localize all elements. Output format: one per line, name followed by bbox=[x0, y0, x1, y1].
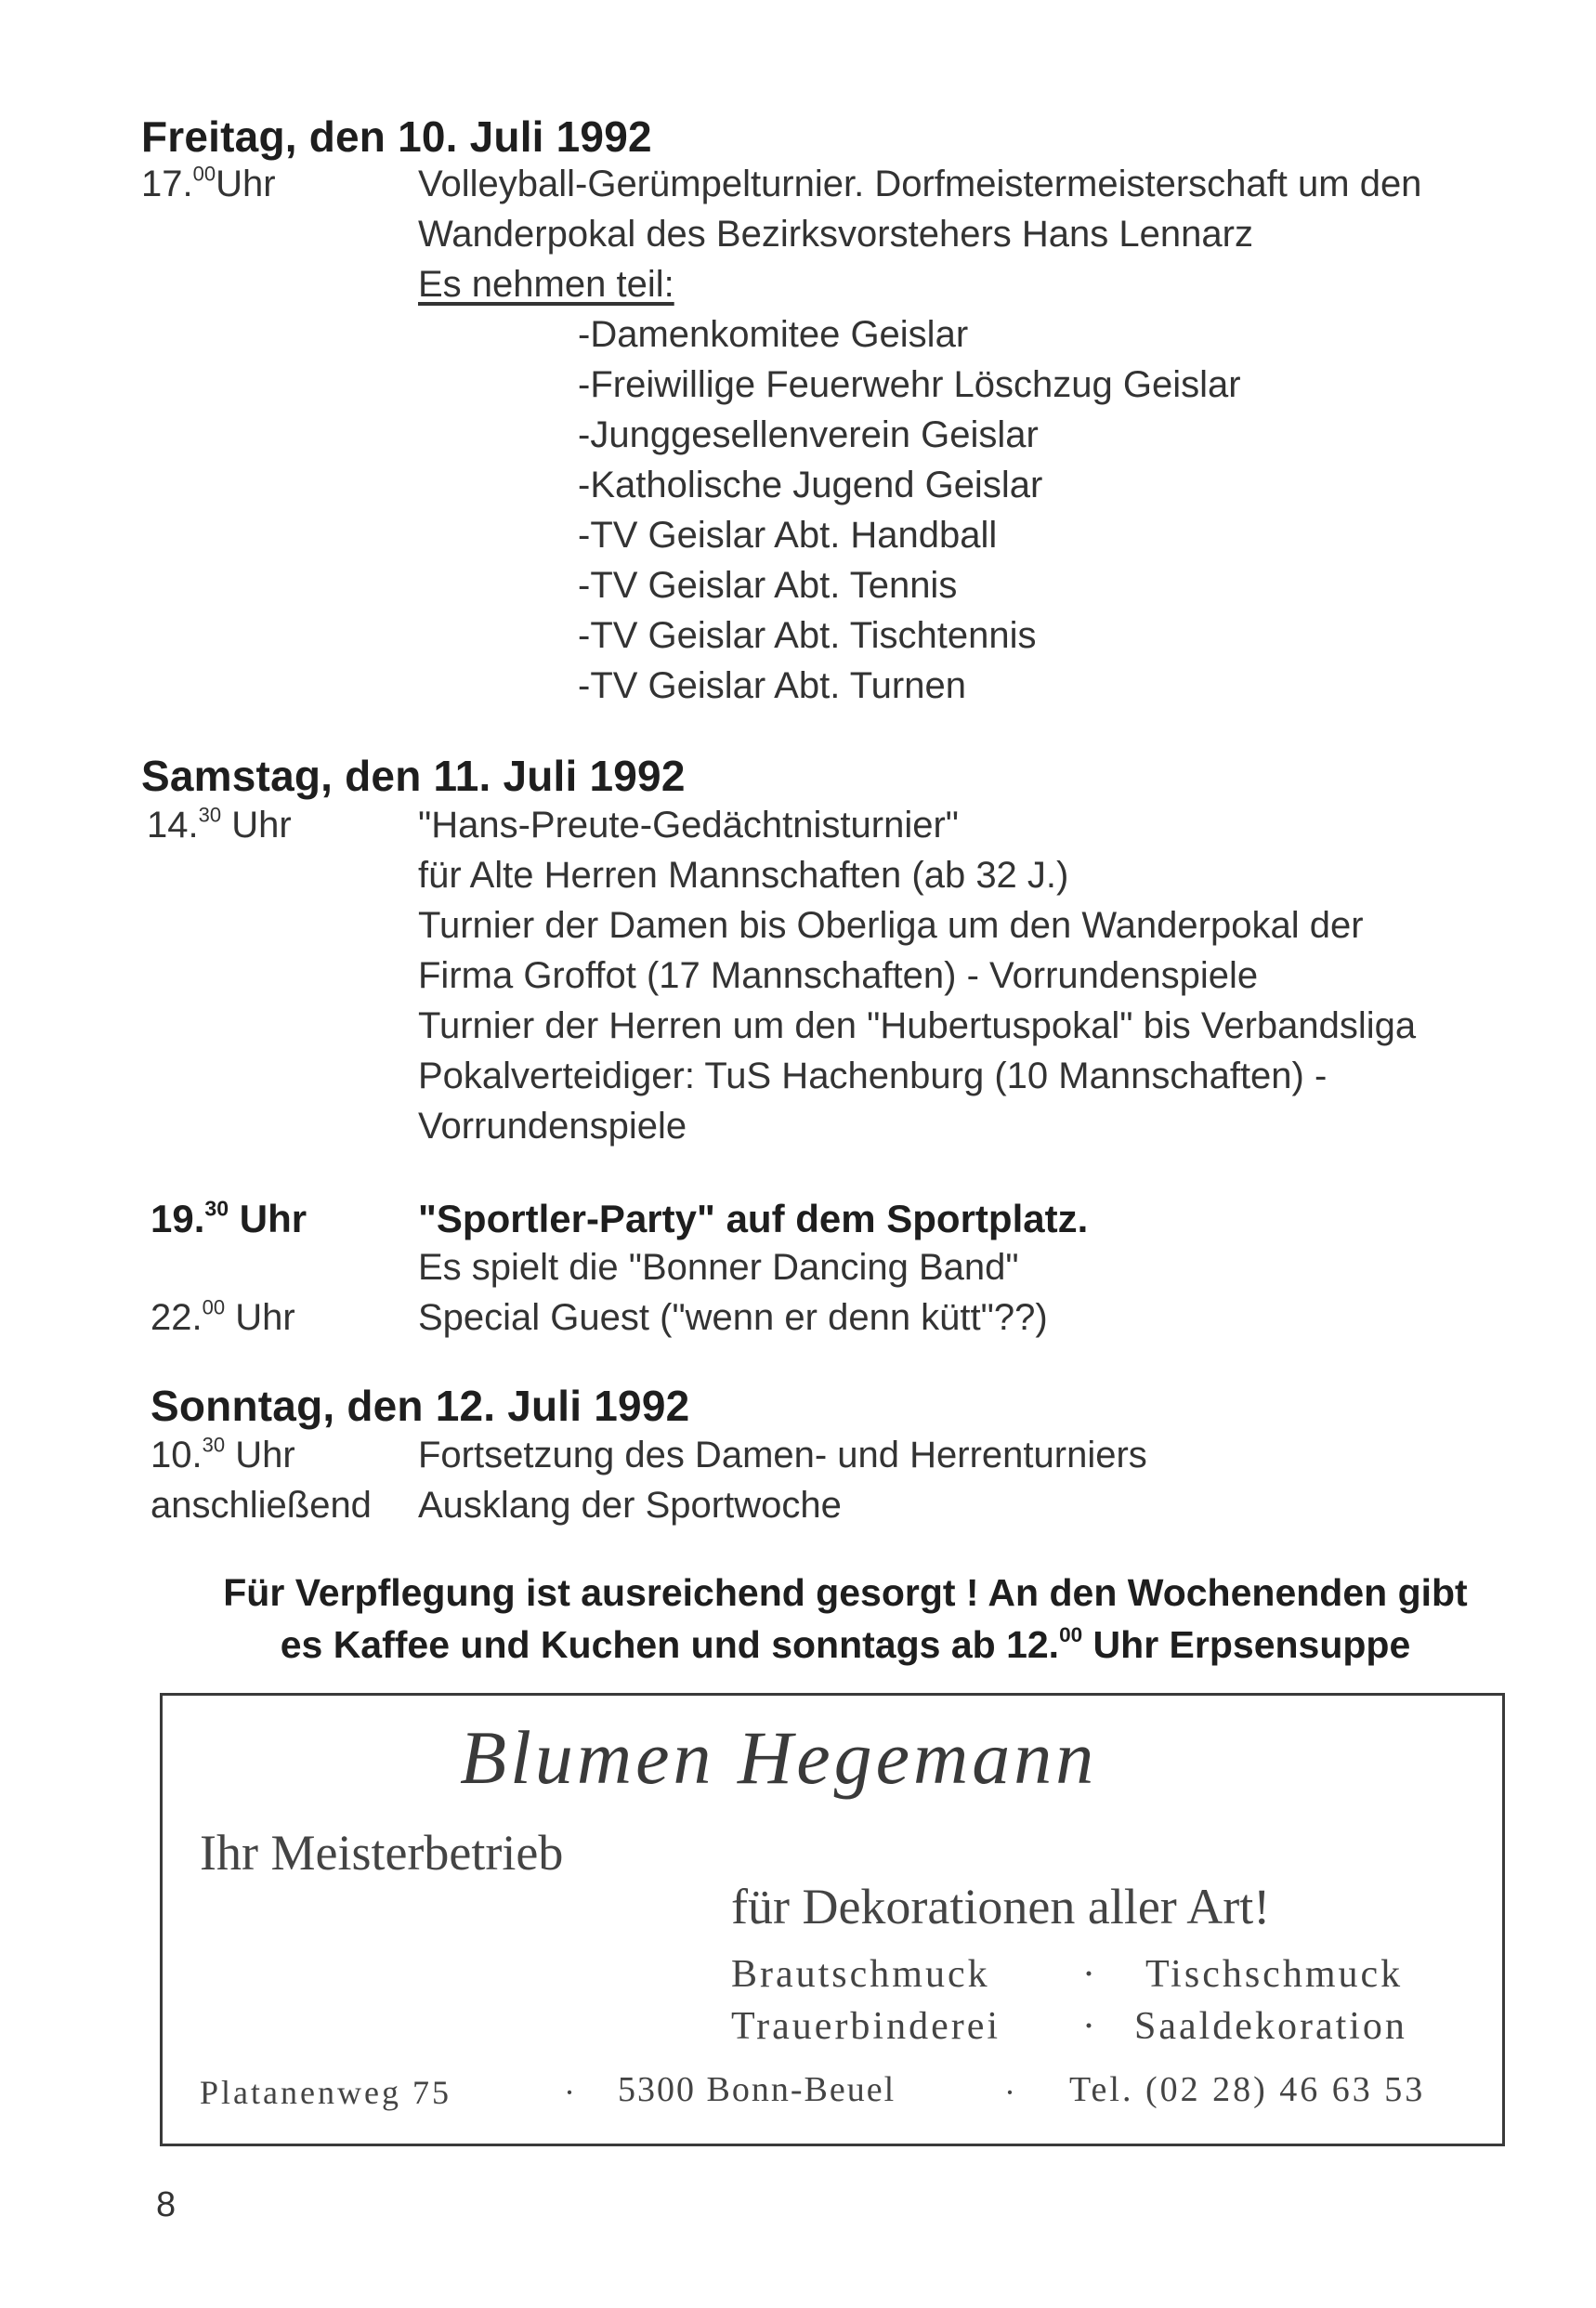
ad-address: Platanenweg 75 bbox=[200, 2074, 451, 2111]
sunday-time-1-main: 10. bbox=[150, 1435, 203, 1475]
saturday-event-line: Turnier der Herren um den "Hubertuspokal" bis Verbandsliga bbox=[418, 1005, 1417, 1046]
ad-separator: · bbox=[1004, 2074, 1015, 2111]
service-brautschmuck: Brautschmuck bbox=[731, 1953, 990, 1996]
participant-item: -TV Geislar Abt. Handball bbox=[578, 515, 998, 556]
participant-item: -Damenkomitee Geislar bbox=[578, 314, 969, 355]
catering-notice bbox=[141, 1567, 1550, 1671]
participant-item: -Katholische Jugend Geislar bbox=[578, 465, 1043, 505]
band-line: Es spielt die "Bonner Dancing Band" bbox=[418, 1247, 1019, 1288]
service-saaldekoration: Saaldekoration bbox=[1134, 2005, 1407, 2048]
saturday-time-1-main: 14. bbox=[147, 805, 199, 846]
saturday-time-3-unit: Uhr bbox=[225, 1297, 295, 1338]
saturday-event-line: Pokalverteidiger: TuS Hachenburg (10 Mannschaften) - bbox=[418, 1056, 1328, 1096]
saturday-event-line: Vorrundenspiele bbox=[418, 1106, 687, 1147]
ad-tagline-1: Ihr Meisterbetrieb bbox=[200, 1825, 564, 1881]
notice-line-1: Für Verpflegung ist ausreichend gesorgt ! An den Wochenenden gibt bbox=[223, 1571, 1468, 1614]
friday-time-unit: Uhr bbox=[216, 164, 276, 204]
saturday-time-3-main: 22. bbox=[150, 1297, 203, 1338]
ad-tagline-2: für Dekorationen aller Art! bbox=[731, 1879, 1271, 1934]
friday-line-1: Volleyball-Gerümpelturnier. Dorfmeistermeisterschaft um den bbox=[418, 164, 1422, 204]
sunday-time-1-unit: Uhr bbox=[225, 1435, 295, 1475]
sunday-time-1 bbox=[150, 1435, 295, 1476]
sunday-time-1-sup: 30 bbox=[202, 1433, 226, 1457]
participant-item: -TV Geislar Abt. Turnen bbox=[578, 665, 966, 706]
saturday-event-line: Turnier der Damen bis Oberliga um den Wanderpokal der bbox=[418, 905, 1364, 946]
ad-title: Blumen Hegemann bbox=[460, 1715, 1098, 1800]
sunday-time-2: anschließend bbox=[150, 1485, 372, 1526]
notice-line-2 bbox=[141, 1619, 1550, 1671]
participant-item: -Freiwillige Feuerwehr Löschzug Geislar bbox=[578, 364, 1241, 405]
notice-line-2-b: Uhr Erpsensuppe bbox=[1082, 1623, 1411, 1666]
saturday-time-2-unit: Uhr bbox=[229, 1197, 307, 1240]
saturday-time-2-main: 19. bbox=[150, 1197, 205, 1240]
friday-time-sup: 00 bbox=[192, 162, 216, 186]
sportler-party-title: "Sportler-Party" auf dem Sportplatz. bbox=[418, 1197, 1089, 1240]
saturday-event-line: "Hans-Preute-Gedächtnisturnier" bbox=[418, 805, 959, 846]
ad-separator: · bbox=[564, 2074, 575, 2111]
page-number: 8 bbox=[156, 2185, 177, 2224]
florist-advertisement bbox=[160, 1693, 1505, 2146]
service-tischschmuck: Tischschmuck bbox=[1145, 1953, 1404, 1996]
participant-item: -TV Geislar Abt. Tischtennis bbox=[578, 615, 1037, 656]
saturday-time-1-unit: Uhr bbox=[221, 805, 292, 846]
service-trauerbinderei: Trauerbinderei bbox=[731, 2005, 1001, 2048]
participant-item: -Junggesellenverein Geislar bbox=[578, 414, 1039, 455]
saturday-time-3 bbox=[150, 1297, 295, 1339]
sunday-event-2-line: Ausklang der Sportwoche bbox=[418, 1485, 842, 1526]
saturday-time-3-sup: 00 bbox=[202, 1295, 226, 1319]
sunday-event-1-line: Fortsetzung des Damen- und Herrenturniers bbox=[418, 1435, 1147, 1475]
service-separator: · bbox=[1082, 2005, 1095, 2048]
participant-item: -TV Geislar Abt. Tennis bbox=[578, 565, 958, 606]
friday-line-2: Wanderpokal des Bezirksvorstehers Hans Lennarz bbox=[418, 214, 1253, 255]
saturday-event-line: für Alte Herren Mannschaften (ab 32 J.) bbox=[418, 855, 1069, 896]
friday-time-main: 17. bbox=[141, 164, 193, 204]
saturday-time-2-sup: 30 bbox=[204, 1196, 229, 1221]
saturday-event-line: Firma Groffot (17 Mannschaften) - Vorrundenspiele bbox=[418, 955, 1259, 996]
saturday-time-1-sup: 30 bbox=[198, 803, 222, 827]
ad-city: 5300 Bonn-Beuel bbox=[618, 2070, 896, 2109]
saturday-heading: Samstag, den 11. Juli 1992 bbox=[141, 752, 686, 800]
participants-label: Es nehmen teil: bbox=[418, 264, 674, 305]
saturday-time-1 bbox=[147, 805, 292, 846]
friday-heading: Freitag, den 10. Juli 1992 bbox=[141, 112, 652, 161]
friday-time bbox=[141, 164, 276, 205]
ad-phone: Tel. (02 28) 46 63 53 bbox=[1069, 2070, 1426, 2109]
notice-line-2-sup: 00 bbox=[1059, 1623, 1083, 1647]
notice-line-2-a: es Kaffee und Kuchen und sonntags ab 12. bbox=[280, 1623, 1060, 1666]
service-separator: · bbox=[1082, 1953, 1095, 1996]
sunday-heading: Sonntag, den 12. Juli 1992 bbox=[150, 1382, 690, 1430]
special-guest-line: Special Guest ("wenn er denn kütt"??) bbox=[418, 1297, 1048, 1338]
saturday-time-2 bbox=[150, 1197, 307, 1241]
